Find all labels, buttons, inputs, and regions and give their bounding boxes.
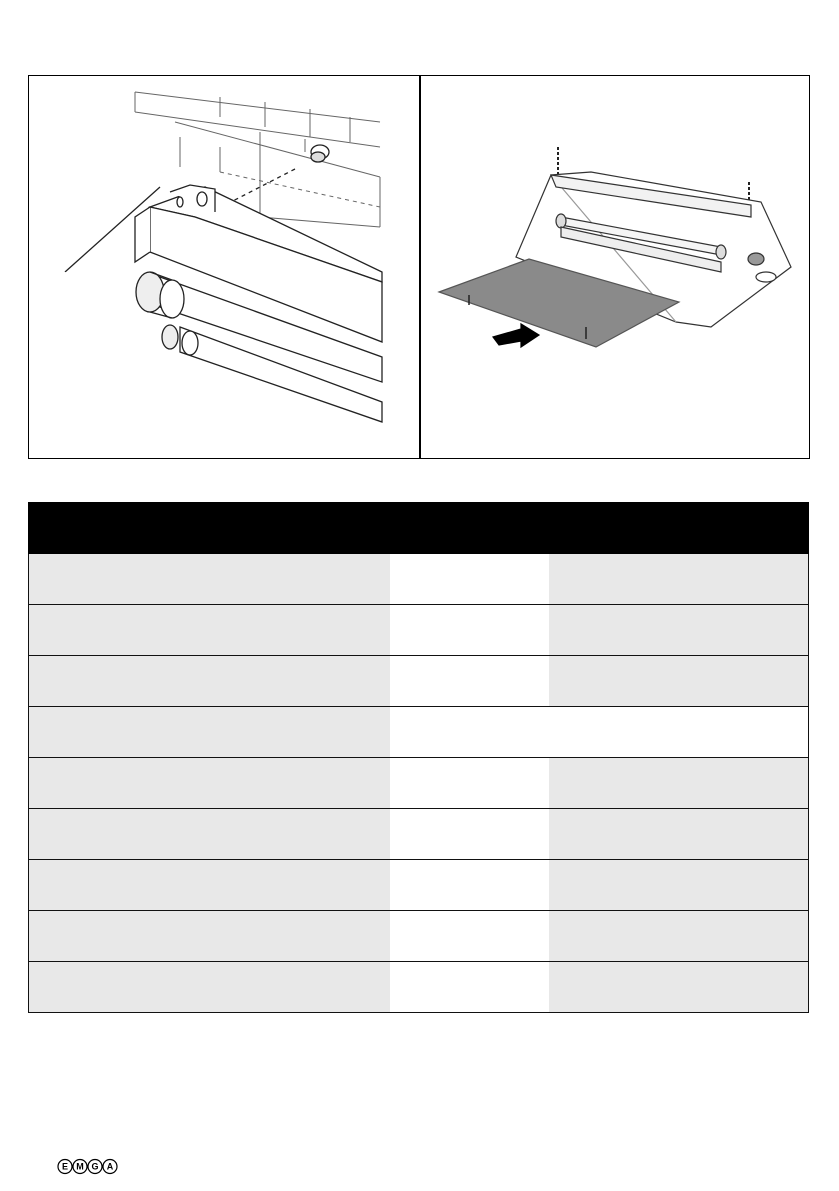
- table-row: [28, 758, 809, 809]
- table-cell: [549, 605, 809, 655]
- table-row: [28, 707, 809, 758]
- table-cell: [390, 605, 549, 655]
- table-cell-merged: [390, 707, 809, 757]
- table-row: [28, 605, 809, 656]
- table-row: [28, 911, 809, 962]
- header-cell: [28, 502, 390, 554]
- table-cell: [28, 656, 390, 706]
- table-cell: [549, 554, 809, 604]
- table-cell: [549, 758, 809, 808]
- svg-text:A: A: [106, 1161, 114, 1172]
- table-cell: [28, 809, 390, 859]
- header-cell: [549, 502, 809, 554]
- table-cell: [28, 911, 390, 961]
- header-cell: [390, 502, 549, 554]
- table-cell: [390, 554, 549, 604]
- hanging-lamp-with-tray-illustration: [421, 77, 808, 457]
- table-row: [28, 656, 809, 707]
- table-cell: [28, 758, 390, 808]
- table-cell: [28, 707, 390, 757]
- table-row: [28, 962, 809, 1013]
- specification-table: [28, 502, 809, 1013]
- table-row: [28, 860, 809, 911]
- table-cell: [28, 962, 390, 1012]
- svg-text:M: M: [76, 1161, 84, 1172]
- table-cell: [549, 809, 809, 859]
- table-row: [28, 554, 809, 605]
- table-cell: [28, 554, 390, 604]
- table-cell: [549, 911, 809, 961]
- table-cell: [390, 758, 549, 808]
- table-cell: [549, 656, 809, 706]
- table-header: [28, 502, 809, 554]
- insert-arrow-icon: [493, 324, 539, 347]
- table-cell: [28, 605, 390, 655]
- table-cell: [390, 962, 549, 1012]
- table-cell: [549, 962, 809, 1012]
- table-cell: [390, 911, 549, 961]
- wall-screw: [225, 145, 329, 205]
- table-cell: [390, 809, 549, 859]
- table-cell: [28, 860, 390, 910]
- table-cell: [390, 656, 549, 706]
- wall-mounting-illustration: [30, 77, 418, 457]
- table-cell: [549, 860, 809, 910]
- svg-text:E: E: [61, 1161, 69, 1172]
- table-cell: [390, 860, 549, 910]
- svg-text:G: G: [91, 1161, 99, 1172]
- emga-logo: [57, 1158, 119, 1175]
- table-row: [28, 809, 809, 860]
